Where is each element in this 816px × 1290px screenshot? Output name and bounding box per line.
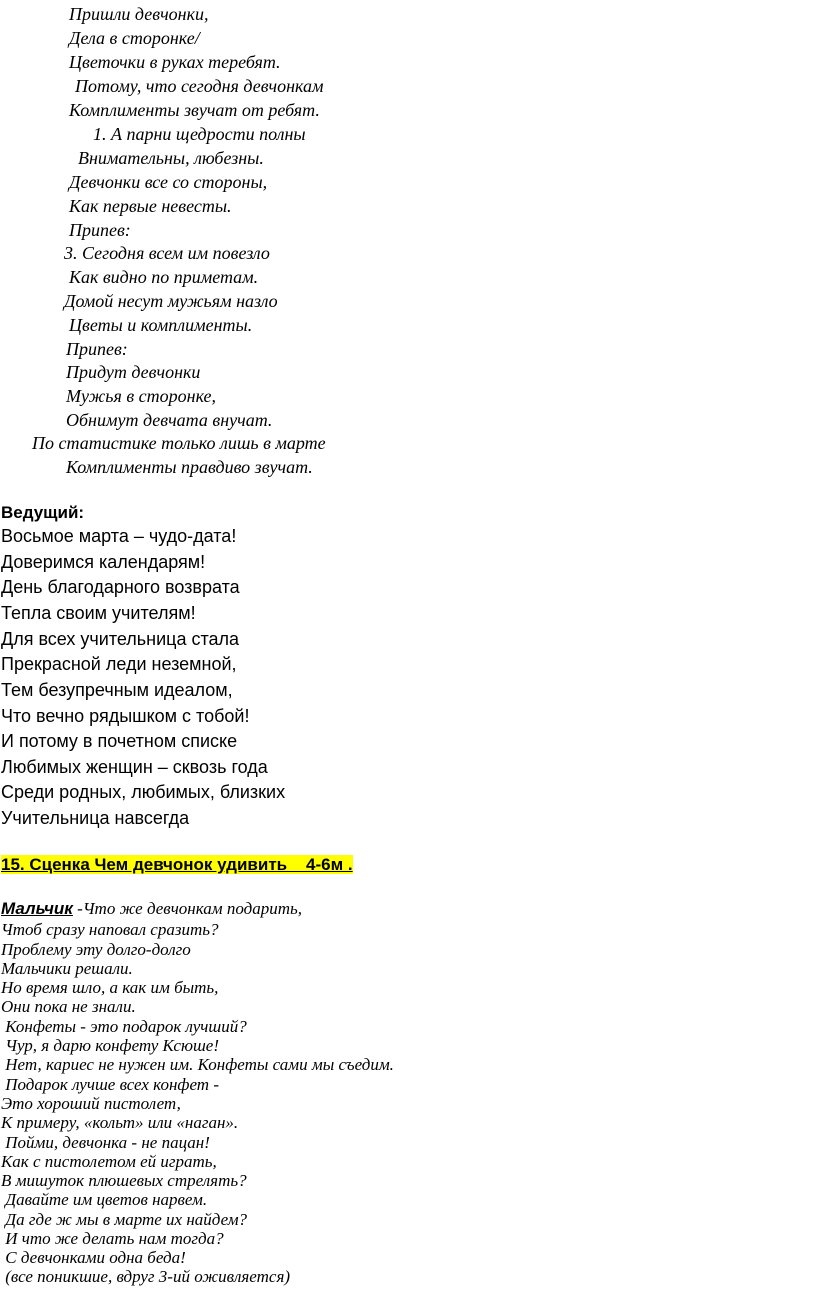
host-line: Восьмое марта – чудо-дата! xyxy=(1,526,237,546)
scene-line: Но время шло, а как им быть, xyxy=(1,978,219,997)
song-line: Девчонки все со стороны, xyxy=(69,172,268,192)
host-line: Среди родных, любимых, близких xyxy=(1,782,286,802)
song-line: Внимательны, любезны. xyxy=(78,148,264,168)
song-line: Дела в сторонке/ xyxy=(69,28,200,48)
host-line: Доверимся календарям! xyxy=(1,552,206,572)
song-line: Обнимут девчата внучат. xyxy=(66,410,273,430)
song-line: Домой несут мужьям назло xyxy=(64,291,278,311)
host-line: Учительница навсегда xyxy=(1,808,190,828)
scene-line: В мишуток плюшевых стрелять? xyxy=(1,1171,247,1190)
scene-line: Чур, я дарю конфету Ксюше! xyxy=(1,1036,219,1055)
scene-line: Давайте им цветов нарвем. xyxy=(1,1190,208,1209)
song-line: Пришли девчонки, xyxy=(69,4,209,24)
song-line: 3. Сегодня всем им повезло xyxy=(64,243,270,263)
scene-line: Чтоб сразу наповал сразить? xyxy=(1,920,219,939)
song-line: Припев: xyxy=(66,339,128,359)
song-line: Придут девчонки xyxy=(66,362,201,382)
song-line: Припев: xyxy=(69,220,131,240)
scene-line: Проблему эту долго-долго xyxy=(1,940,191,959)
scene-line: Пойми, девчонка - не пацан! xyxy=(1,1133,210,1152)
scene-line: Как с пистолетом ей играть, xyxy=(1,1152,217,1171)
host-line: Для всех учительница стала xyxy=(1,629,240,649)
scene-line: -Что же девчонкам подарить, xyxy=(72,899,302,918)
song-line: По статистике только лишь в марте xyxy=(32,433,326,453)
scene-line: С девчонками одна беда! xyxy=(1,1248,186,1267)
scene-line: И что же делать нам тогда? xyxy=(1,1229,224,1248)
scene-line: Они пока не знали. xyxy=(1,997,136,1016)
host-line: Тем безупречным идеалом, xyxy=(1,680,233,700)
song-line: 1. А парни щедрости полны xyxy=(93,124,306,144)
host-line: Тепла своим учителям! xyxy=(1,603,196,623)
song-line: Цветочки в руках теребят. xyxy=(69,52,281,72)
song-line: Потому, что сегодня девчонкам xyxy=(75,76,324,96)
scene-line: Подарок лучше всех конфет - xyxy=(1,1075,219,1094)
host-line: День благодарного возврата xyxy=(1,577,240,597)
scene-line: Мальчики решали. xyxy=(1,959,133,978)
scene-line: Да где ж мы в марте их найдем? xyxy=(1,1210,248,1229)
host-label: Ведущий: xyxy=(1,503,85,522)
scene-line: (все поникшие, вдруг 3-ий оживляется) xyxy=(1,1267,291,1286)
scene-heading xyxy=(1,854,353,876)
host-line: Прекрасной леди неземной, xyxy=(1,654,237,674)
speaker-label: Мальчик xyxy=(1,899,73,918)
scene-heading-text: 15. Сценка Чем девчонок удивить 4-6м . xyxy=(1,855,353,874)
host-line: И потому в почетном списке xyxy=(1,731,238,751)
scene-line: К примеру, «кольт» или «наган». xyxy=(1,1113,239,1132)
host-line: Что вечно рядышком с тобой! xyxy=(1,706,250,726)
song-line: Комплименты правдиво звучат. xyxy=(66,457,313,477)
song-line: Как первые невесты. xyxy=(69,196,232,216)
song-line: Как видно по приметам. xyxy=(69,267,259,287)
scene-line: Конфеты - это подарок лучший? xyxy=(1,1017,247,1036)
scene-line: Это хороший пистолет, xyxy=(1,1094,181,1113)
host-line: Любимых женщин – сквозь года xyxy=(1,757,268,777)
song-line: Комплименты звучат от ребят. xyxy=(69,100,320,120)
scene-line: Нет, кариес не нужен им. Конфеты сами мы съедим. xyxy=(1,1055,394,1074)
scene-first-line xyxy=(1,899,302,918)
song-line: Цветы и комплименты. xyxy=(69,315,253,335)
song-line: Мужья в сторонке, xyxy=(66,386,217,406)
